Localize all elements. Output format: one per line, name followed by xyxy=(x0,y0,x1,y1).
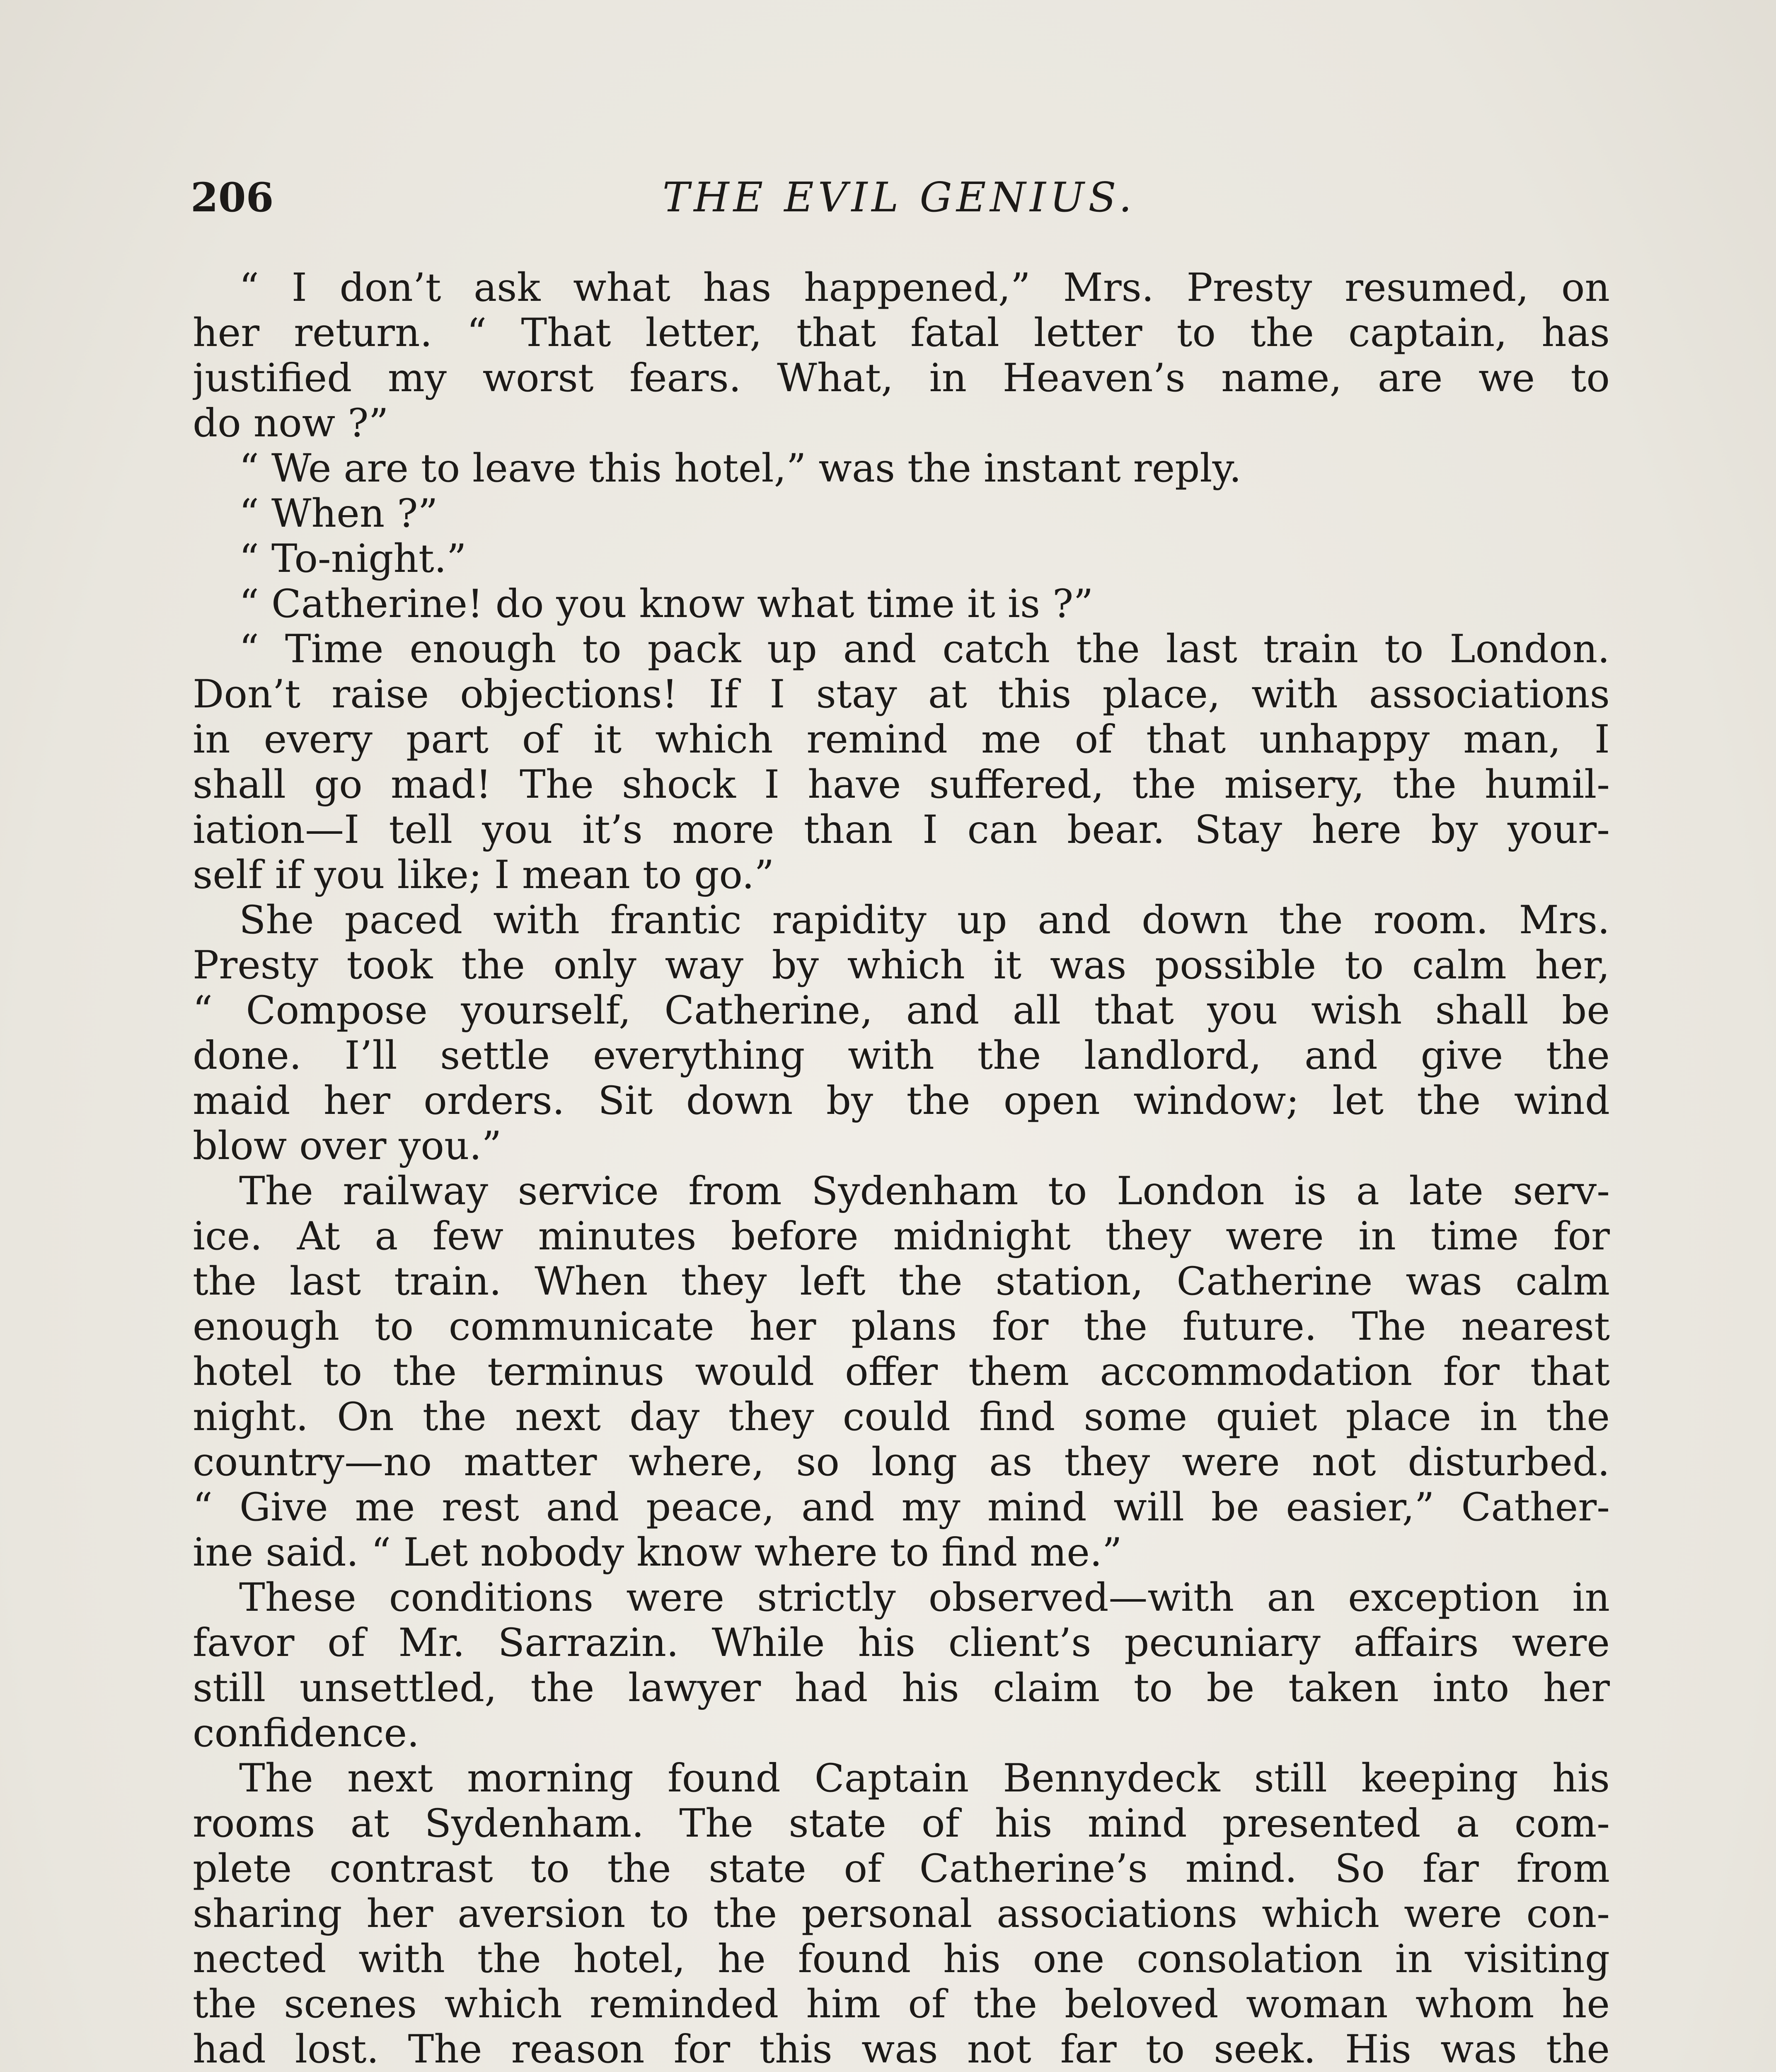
text-line: “ Catherine! do you know what time it is ?” xyxy=(239,581,1094,627)
text-line: maid her orders. Sit down by the open window; let the wind xyxy=(193,1078,1610,1123)
text-line: favor of Mr. Sarrazin. While his client’s pecuniary affairs were xyxy=(193,1620,1610,1665)
text-line: ine said. “ Let nobody know where to find me.” xyxy=(193,1530,1122,1575)
text-line: nected with the hotel, he found his one consolation in visiting xyxy=(193,1936,1610,1982)
text-line: Don’t raise objections! If I stay at this place, with associations xyxy=(193,672,1610,717)
text-line: “ We are to leave this hotel,” was the instant reply. xyxy=(239,446,1241,491)
text-line: had lost. The reason for this was not far to seek. His was the xyxy=(193,2027,1610,2072)
text-line: sharing her aversion to the personal associations which were con- xyxy=(193,1891,1610,1936)
text-line: “ Give me rest and peace, and my mind will be easier,” Cather- xyxy=(193,1485,1610,1530)
text-line: in every part of it which remind me of that unhappy man, I xyxy=(193,717,1610,762)
text-line: hotel to the terminus would offer them accommodation for that xyxy=(193,1349,1610,1394)
text-line: rooms at Sydenham. The state of his mind presented a com- xyxy=(193,1801,1610,1846)
text-line: The next morning found Captain Bennydeck still keeping his xyxy=(239,1756,1610,1801)
text-line: plete contrast to the state of Catherine’s mind. So far from xyxy=(193,1846,1610,1891)
text-line: These conditions were strictly observed—with an exception in xyxy=(239,1575,1610,1620)
text-line: “ Compose yourself, Catherine, and all that you wish shall be xyxy=(193,988,1610,1033)
text-line: the last train. When they left the station, Catherine was calm xyxy=(193,1259,1610,1304)
text-line: the scenes which reminded him of the beloved woman whom he xyxy=(193,1982,1610,2027)
text-line: “ Time enough to pack up and catch the last train to London. xyxy=(239,627,1610,672)
text-line: blow over you.” xyxy=(193,1123,502,1169)
text-line: still unsettled, the lawyer had his claim to be taken into her xyxy=(193,1665,1610,1711)
text-line: country—no matter where, so long as they were not disturbed. xyxy=(193,1440,1610,1485)
running-title: THE EVIL GENIUS. xyxy=(662,174,1136,221)
page-number: 206 xyxy=(191,174,274,221)
text-line: iation—I tell you it’s more than I can bear. Stay here by your- xyxy=(193,807,1610,852)
text-line: confidence. xyxy=(193,1711,419,1756)
text-line: “ I don’t ask what has happened,” Mrs. Presty resumed, on xyxy=(239,265,1610,310)
text-line: She paced with frantic rapidity up and down the room. Mrs. xyxy=(239,898,1610,943)
text-line: shall go mad! The shock I have suffered, the misery, the humil- xyxy=(193,762,1610,807)
text-line: “ To-night.” xyxy=(239,536,467,581)
text-line: enough to communicate her plans for the future. The nearest xyxy=(193,1304,1610,1349)
text-line: self if you like; I mean to go.” xyxy=(193,852,774,898)
page-header xyxy=(191,174,1608,228)
text-line: “ When ?” xyxy=(239,491,438,536)
text-line: night. On the next day they could find some quiet place in the xyxy=(193,1394,1610,1440)
body-text xyxy=(193,265,1610,2072)
text-line: done. I’ll settle everything with the landlord, and give the xyxy=(193,1033,1610,1078)
text-line: do now ?” xyxy=(193,401,389,446)
text-line: Presty took the only way by which it was possible to calm her, xyxy=(193,943,1610,988)
text-line: The railway service from Sydenham to London is a late serv- xyxy=(239,1169,1610,1214)
text-line: ice. At a few minutes before midnight they were in time for xyxy=(193,1214,1610,1259)
text-line: her return. “ That letter, that fatal letter to the captain, has xyxy=(193,310,1610,356)
text-line: justified my worst fears. What, in Heaven’s name, are we to xyxy=(193,356,1610,401)
